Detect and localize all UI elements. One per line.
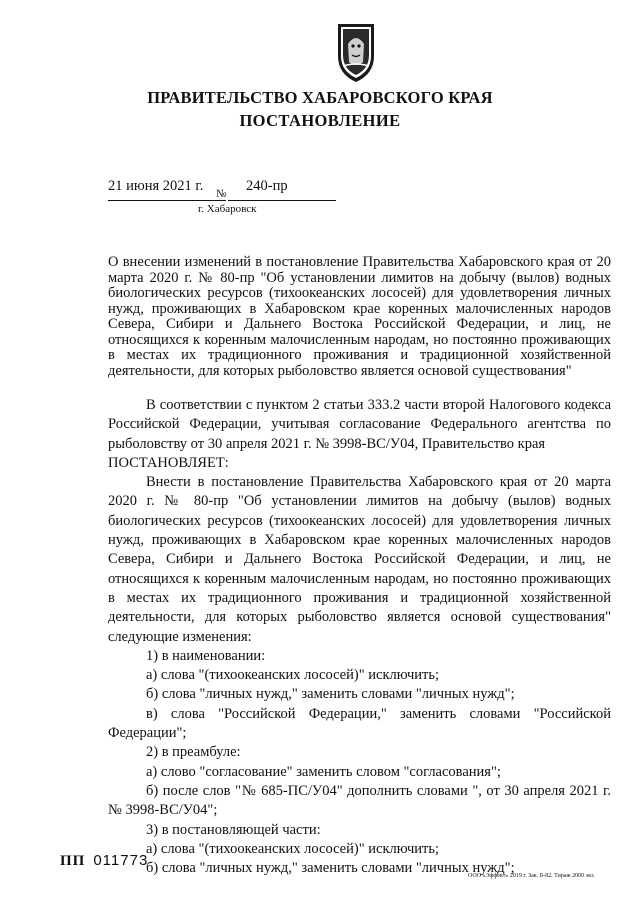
decree-word: ПОСТАНОВЛЯЕТ: [108,454,229,471]
subject-text: О внесении изменений в постановление Правительства Хабаровского края от 20 марта 2020 г. № 80-пр "Об установлении лимитов на добычу (вылов) водных биологических ресурсов (тихоокеанских лососей) для удовлетворения личных нужд, проживающих в Хабаровском крае коренных малочисленных народов Севера, Сибири и Дальнего Востока Российской Федерации, и лиц, не относящихся к коренным малочисленным народам, но постоянно проживающих в местах их традиционного проживания и традиционной хозяйственной деятельности, для которых рыболовство является основой существования" [108,254,611,379]
list-item: а) слово "согласование" заменить словом "согласования"; [146,763,501,780]
document-city: г. Хабаровск [198,203,257,215]
document-number: 240-пр [246,178,288,194]
list-item: а) слова "(тихоокеанских лососей)" исключить; [146,840,440,857]
document-type: ПОСТАНОВЛЕНИЕ [239,111,401,130]
list-item: а) слова "(тихоокеанских лососей)" исключить; [146,667,440,684]
date-underline [108,200,226,201]
number-sign: № [216,188,227,200]
document-date: 21 июня 2021 г. [108,178,204,194]
list-item: б) слова "личных нужд," заменить словами "личных нужд"; [146,686,515,703]
list-item: б) слова "личных нужд," заменить словами "личных нужд"; [146,860,515,877]
list-item: в) слова "Российской Федерации," заменить словами "Российской Федерации"; [108,705,611,742]
coat-of-arms-icon [330,22,382,84]
preamble-paragraph: В соответствии с пунктом 2 статьи 333.2 части второй Налогового кодекса Российской Федерации, учитывая согласование Федерального агентства по рыболовству от 30 апреля 2021 г. № 3998-ВС/У04, Правительство края [108,397,611,452]
form-series: ПП [60,853,86,869]
list-item: б) после слов "№ 685-ПС/У04" дополнить словами ", от 30 апреля 2021 г. № 3998-ВС/У04"; [108,782,611,819]
list-item: 1) в наименовании: [146,647,266,664]
form-serial-number: 011773 [93,852,149,869]
form-serial [60,852,148,870]
number-underline [228,200,336,201]
document-body [108,396,611,878]
list-item: 3) в постановляющей части: [146,821,321,838]
government-title: ПРАВИТЕЛЬСТВО ХАБАРОВСКОГО КРАЯ [147,88,493,107]
printer-info: ООО «Эффект» 2019 г. Зак. Б-82. Тираж 2000 экз. [468,873,595,879]
document-subject [108,255,611,379]
list-item: 2) в преамбуле: [146,744,241,761]
intro-paragraph: Внести в постановление Правительства Хабаровского края от 20 марта 2020 г. № 80-пр "Об установлении лимитов на добычу (вылов) водных биологических ресурсов (тихоокеанских лососей) для удовлетворения личных нужд, проживающих в Хабаровском крае коренных малочисленных народов Севера, Сибири и Дальнего Востока Российской Федерации, и лиц, не относящихся к коренным малочисленным народам, но постоянно проживающих в местах их традиционного проживания и традиционной хозяйственной деятельности, для которых рыболовство является основой существования" следующие изменения: [108,474,611,645]
